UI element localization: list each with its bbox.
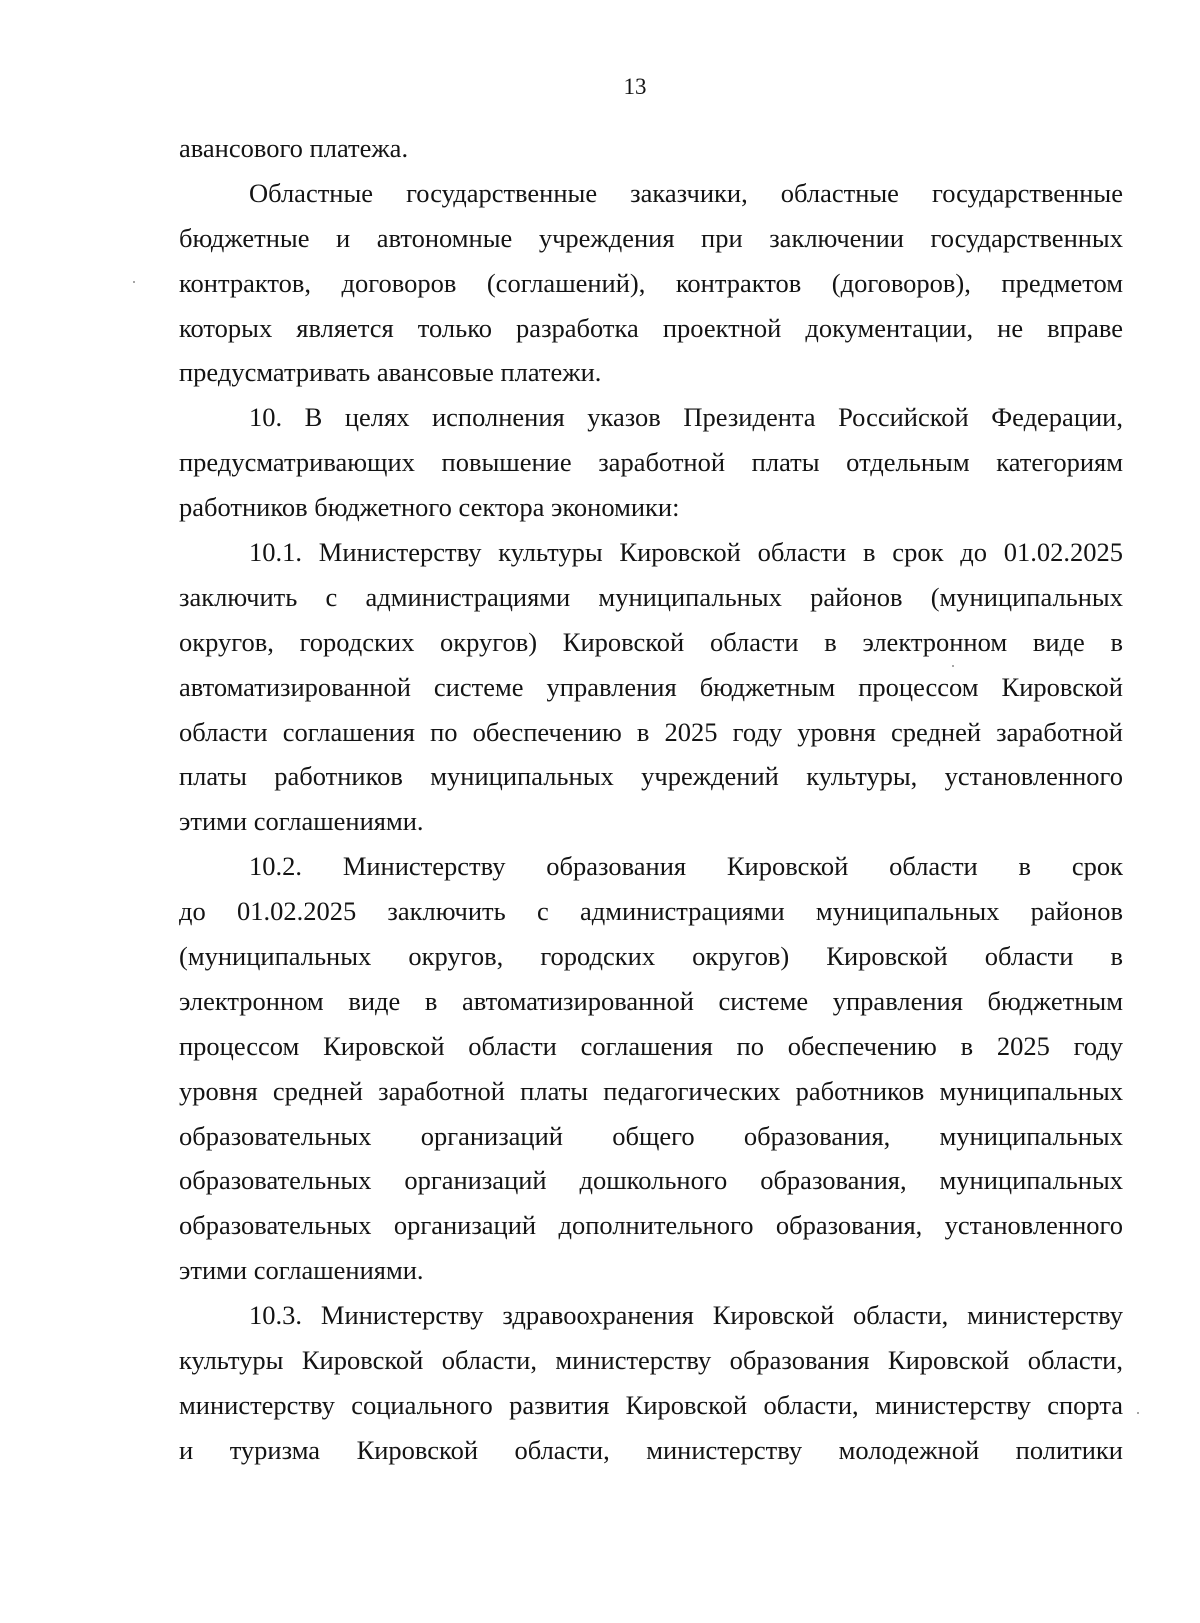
text-line: которых является только разработка проектной документации, не вправе [179, 312, 1123, 343]
text-line: до 01.02.2025 заключить с администрациями муниципальных районов [179, 896, 1123, 927]
text-line: Областные государственные заказчики, областные государственные [249, 177, 1123, 208]
text-line: этими соглашениями. [179, 806, 424, 837]
text-line: бюджетные и автономные учреждения при заключении государственных [179, 222, 1123, 253]
text-line: (муниципальных округов, городских округов) Кировской области в [179, 941, 1123, 972]
page-number: 13 [623, 74, 647, 99]
scan-speck [133, 281, 135, 283]
text-line: министерству социального развития Кировской области, министерству спорта [179, 1389, 1123, 1420]
text-line: культуры Кировской области, министерству образования Кировской области, [179, 1345, 1123, 1376]
text-line: авансового платежа. [179, 133, 409, 163]
body-text [179, 126, 1123, 1473]
text-line: заключить с администрациями муниципальных районов (муниципальных [179, 581, 1123, 612]
text-line: 10.1. Министерству культуры Кировской области в срок до 01.02.2025 [249, 537, 1123, 568]
scan-speck [952, 665, 954, 667]
text-line: округов, городских округов) Кировской области в электронном виде в [179, 626, 1123, 657]
text-line: этими соглашениями. [179, 1255, 424, 1286]
text-line: предусматривающих повышение заработной платы отдельным категориям [179, 447, 1123, 478]
text-line: предусматривать авансовые платежи. [179, 357, 602, 388]
text-line: образовательных организаций дошкольного образования, муниципальных [179, 1165, 1123, 1196]
text-line: и туризма Кировской области, министерству молодежной политики [179, 1434, 1123, 1465]
text-line: 10.3. Министерству здравоохранения Кировской области, министерству [249, 1300, 1123, 1331]
text-line: платы работников муниципальных учреждений культуры, установленного [179, 761, 1123, 792]
text-line: области соглашения по обеспечению в 2025 году уровня средней заработной [179, 716, 1123, 747]
text-line: уровня средней заработной платы педагогических работников муниципальных [179, 1075, 1123, 1106]
text-line: процессом Кировской области соглашения по обеспечению в 2025 году [179, 1030, 1123, 1061]
text-line: 10. В целях исполнения указов Президента Российской Федерации, [249, 402, 1123, 433]
text-line: работников бюджетного сектора экономики: [179, 492, 680, 523]
text-line: автоматизированной системе управления бюджетным процессом Кировской [179, 671, 1123, 702]
text-line: электронном виде в автоматизированной системе управления бюджетным [179, 985, 1123, 1016]
text-line: образовательных организаций общего образования, муниципальных [179, 1120, 1123, 1151]
text-line: образовательных организаций дополнительного образования, установленного [179, 1210, 1123, 1241]
text-line: контрактов, договоров (соглашений), контрактов (договоров), предметом [179, 267, 1123, 298]
text-line: 10.2. Министерству образования Кировской области в срок [249, 851, 1123, 882]
scan-speck [1137, 1412, 1139, 1414]
